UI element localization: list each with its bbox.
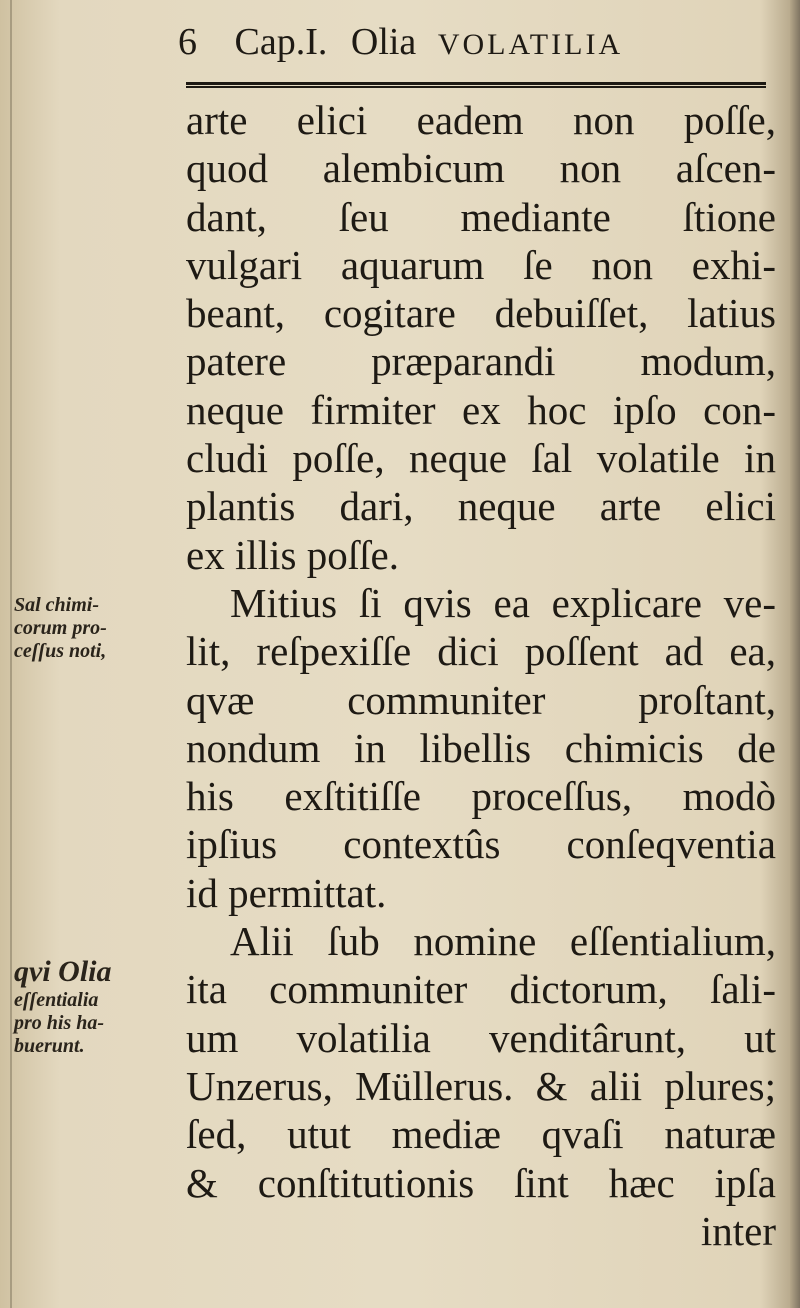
marginal-note-line: eſſentialia [14, 989, 99, 1011]
page-gutter [790, 0, 800, 1308]
text-line: id permittat. [186, 869, 387, 916]
marginal-note-line: buerunt. [14, 1035, 85, 1057]
marginal-note [14, 594, 184, 663]
left-margin-line [10, 0, 12, 1308]
text-line: beant, cogitare debuiſſet, latius [186, 290, 776, 337]
text-line: neque firmiter ex hoc ipſo con- [186, 386, 776, 433]
text-line: his exſtitiſſe proceſſus, modò [186, 773, 776, 820]
marginal-note-line: pro his ha- [14, 1012, 105, 1034]
text-line: Mitius ſi qvis ea explicare ve- [230, 579, 776, 626]
text-line: ſed, utut mediæ qvaſi naturæ [186, 1111, 776, 1158]
marginal-note-line: Sal chimi- [14, 594, 100, 616]
header-rule [186, 82, 766, 88]
text-line: ex illis poſſe. [186, 531, 399, 578]
running-header [178, 16, 778, 72]
text-line: ita communiter dictorum, ſali- [186, 966, 776, 1013]
text-line: qvæ communiter proſtant, [186, 676, 776, 723]
text-line: arte elici eadem non poſſe, [186, 97, 776, 143]
marginal-note-line: corum pro- [14, 617, 107, 639]
marginal-note [14, 955, 184, 1058]
body-text [186, 96, 776, 1255]
marginal-note-line: qvi Olia [14, 955, 112, 988]
text-line: dant, ſeu mediante ſtione [186, 193, 776, 240]
header-volatilia: VOLATILIA [437, 28, 624, 61]
text-line: lit, reſpexiſſe dici poſſent ad ea, [186, 628, 776, 675]
page-number: 6 [178, 21, 197, 63]
text-line: plantis dari, neque arte elici [186, 483, 776, 530]
text-line: quod alembicum non aſcen- [186, 145, 776, 192]
text-line: um volatilia venditârunt, ut [186, 1014, 776, 1061]
text-line: nondum in libellis chimicis de [186, 724, 776, 771]
text-line: cludi poſſe, neque ſal volatile in [186, 435, 776, 482]
header-olia: Olia [350, 21, 417, 63]
text-line: Alii ſub nomine eſſentialium, [230, 918, 776, 965]
text-line: patere præparandi modum, [186, 338, 776, 385]
catchword: inter [700, 1207, 776, 1254]
text-line: Unzerus, Müllerus. & alii plures; [186, 1062, 776, 1109]
text-line: & conſtitutionis ſint hæc ipſa [186, 1159, 776, 1206]
text-line: vulgari aquarum ſe non exhi- [186, 241, 776, 288]
chapter-label: Cap.I. [234, 21, 328, 63]
text-line: ipſius contextûs conſeqventia [186, 821, 776, 868]
marginal-note-line: ceſſus noti, [14, 640, 107, 662]
